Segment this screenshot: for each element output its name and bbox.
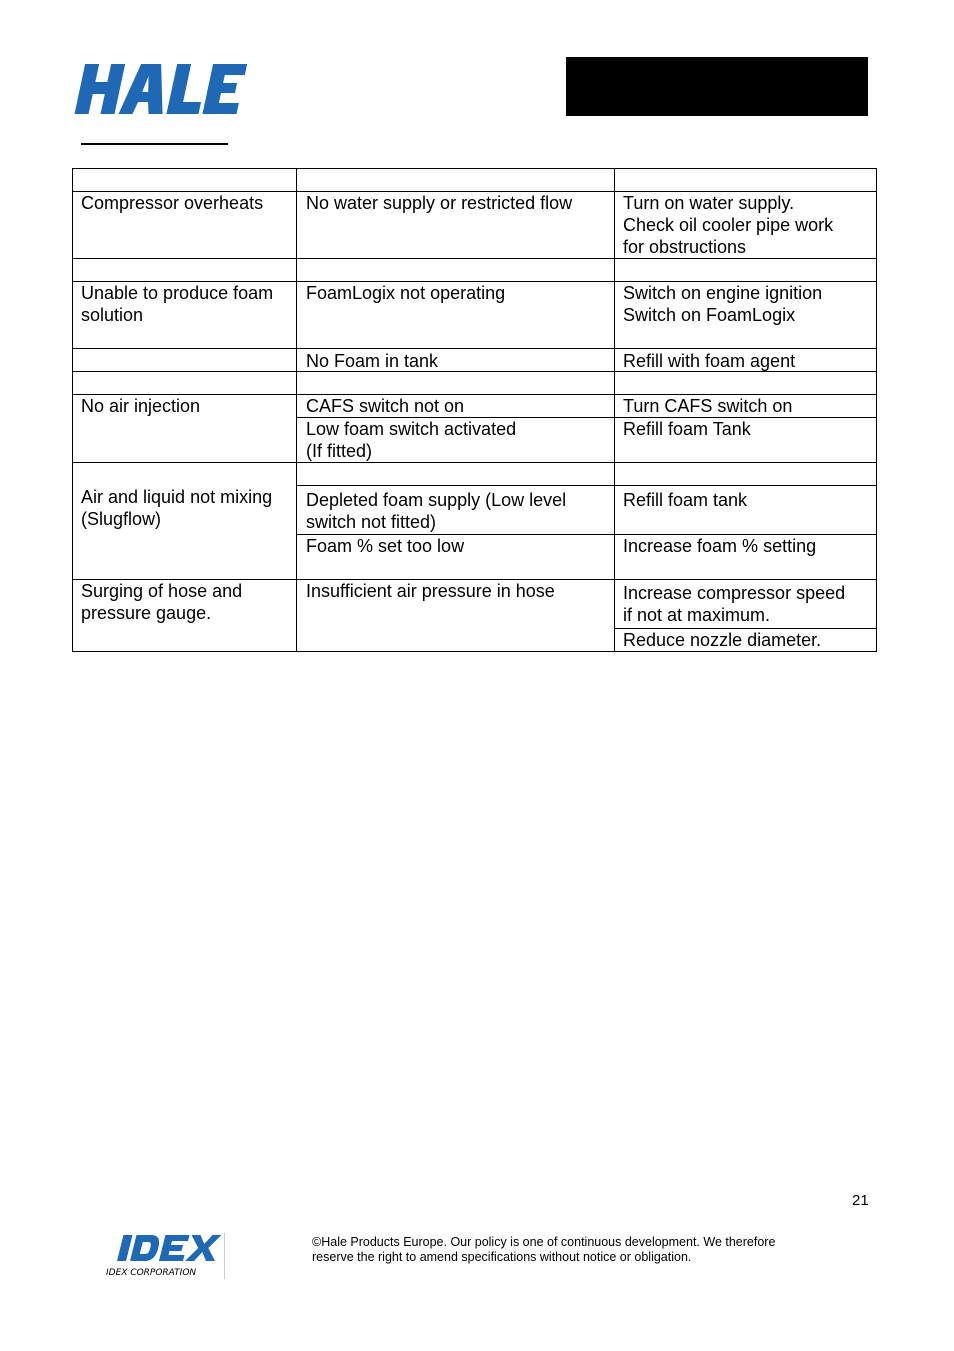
symptom-cell: No air injection — [81, 396, 201, 416]
table-rule — [72, 258, 877, 259]
page-number: 21 — [852, 1192, 869, 1209]
cause-cell: CAFS switch not on — [306, 396, 465, 416]
cause-cell: No Foam in tank — [306, 351, 439, 371]
remedy-cell: Reduce nozzle diameter. — [623, 630, 822, 650]
symptom-cell: Air and liquid not mixing (Slugflow) — [81, 487, 273, 529]
idex-corporation-text: IDEX CORPORATION — [106, 1268, 197, 1278]
remedy-cell: Refill foam tank — [623, 490, 748, 510]
symptom-cell: Compressor overheats — [81, 193, 264, 213]
copyright-notice: ©Hale Products Europe. Our policy is one of continuous development. We therefore reserve the right to amend specifications without notice or obligation. — [312, 1235, 776, 1264]
remedy-cell: Increase foam % setting — [623, 536, 817, 556]
table-rule — [72, 168, 877, 169]
table-rule — [72, 348, 877, 349]
cause-cell: FoamLogix not operating — [306, 283, 506, 303]
remedy-cell: Turn CAFS switch on — [623, 396, 793, 416]
cause-cell: No water supply or restricted flow — [306, 193, 573, 213]
remedy-cell: Refill foam Tank — [623, 419, 751, 439]
cause-cell: Low foam switch activated (If fitted) — [306, 419, 517, 461]
idex-logo — [104, 1233, 226, 1279]
remedy-cell: Switch on engine ignition Switch on FoamLogix — [623, 283, 823, 325]
remedy-cell: Increase compressor speed if not at maximum. — [623, 583, 846, 625]
symptom-cell: Surging of hose and pressure gauge. — [81, 581, 243, 623]
cause-cell: Insufficient air pressure in hose — [306, 581, 555, 601]
remedy-cell: Refill with foam agent — [623, 351, 796, 371]
table-rule — [72, 651, 877, 652]
table-rule — [72, 462, 877, 463]
table-rule — [296, 485, 877, 486]
symptom-cell: Unable to produce foam solution — [81, 283, 274, 325]
cause-cell: Foam % set too low — [306, 536, 465, 556]
cause-cell: Depleted foam supply (Low level switch not fitted) — [306, 490, 567, 532]
remedy-cell: Turn on water supply. Check oil cooler pipe work for obstructions — [623, 193, 834, 257]
